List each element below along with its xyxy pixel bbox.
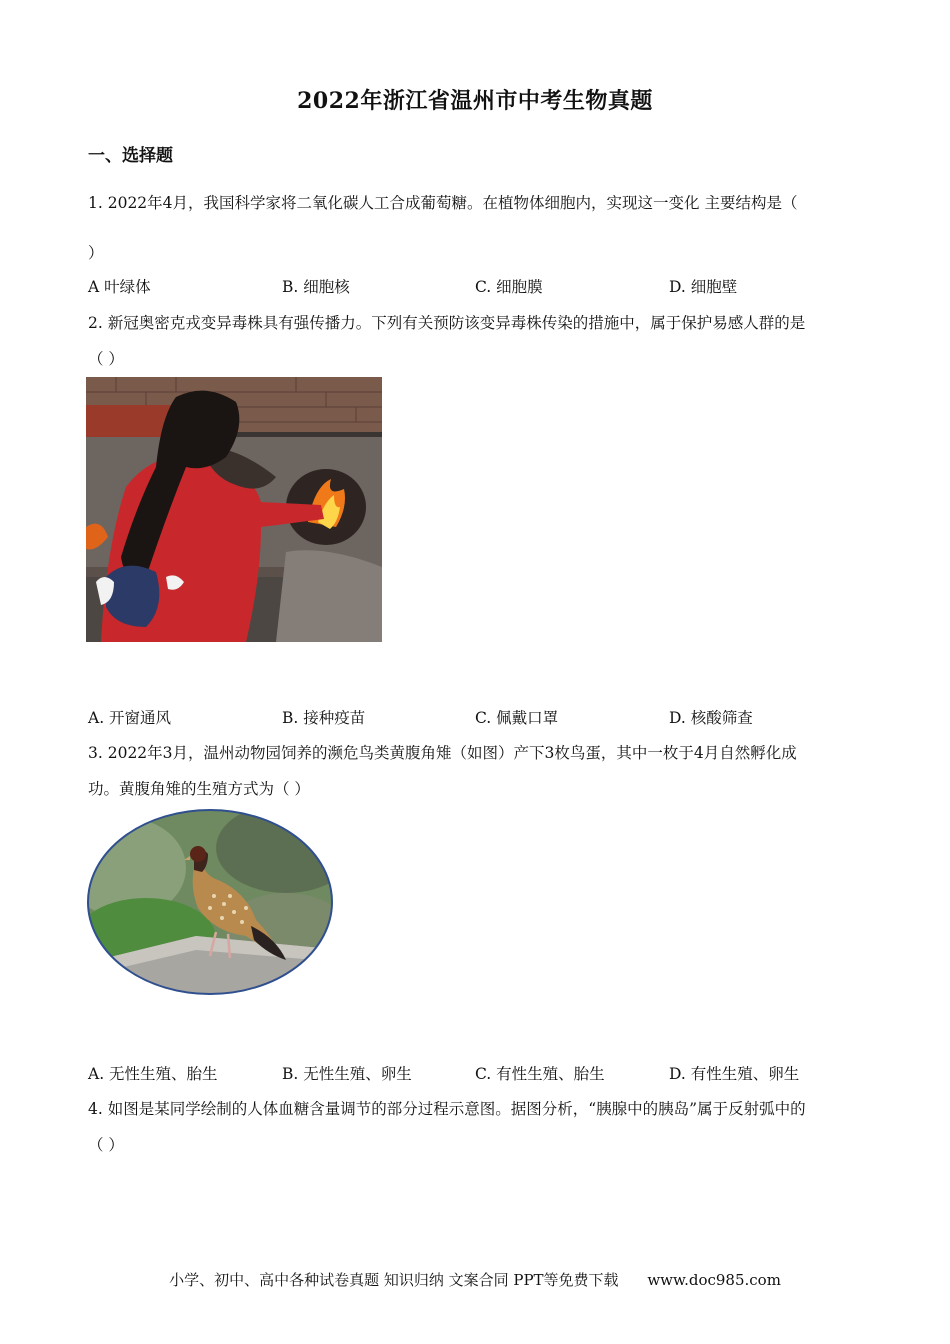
question-1-option-d: D. 细胞壁 (669, 278, 738, 296)
question-1-text: 1. 2022年4月，我国科学家将二氧化碳人工合成葡萄糖。在植物体细胞内，实现这一变化 主要结构是（ (88, 194, 798, 212)
pheasant-photo (86, 808, 334, 996)
question-1-option-c: C. 细胞膜 (475, 278, 543, 296)
question-3-text: 3. 2022年3月，温州动物园饲养的濒危鸟类黄腹角雉（如图）产下3枚鸟蛋，其中一枚于4月自然孵化成 (88, 744, 797, 762)
question-2-option-d: D. 核酸筛查 (669, 709, 753, 727)
question-2-text: 2. 新冠奥密克戎变异毒株具有强传播力。下列有关预防该变异毒株传染的措施中，属于保护易感人群的是 (88, 314, 806, 332)
question-1-text-cont: ） (88, 244, 104, 262)
document-title: 2022年浙江省温州市中考生物真题 (297, 88, 653, 114)
question-4-text-cont: （ ） (88, 1136, 124, 1154)
question-2-text-cont: （ ） (88, 350, 124, 368)
question-2-option-b: B. 接种疫苗 (282, 709, 366, 727)
page-footer (0, 1269, 950, 1290)
question-1-option-b: B. 细胞核 (282, 278, 350, 296)
footer-text: 小学、初中、高中各种试卷真题 知识归纳 文案合同 PPT等免费下载 (169, 1271, 619, 1289)
question-3-option-a: A. 无性生殖、胎生 (88, 1065, 218, 1083)
question-1-option-a: A 叶绿体 (88, 278, 151, 296)
question-2-option-a: A. 开窗通风 (88, 709, 172, 727)
footer-site-link[interactable]: www.doc985.com (647, 1271, 781, 1289)
question-4-text: 4. 如图是某同学绘制的人体血糖含量调节的部分过程示意图。据图分析，“胰腺中的胰岛”属于反射弧中的 (88, 1100, 806, 1118)
girl-warming-hands-photo (86, 377, 382, 642)
question-2-option-c: C. 佩戴口罩 (475, 709, 559, 727)
question-3-option-b: B. 无性生殖、卵生 (282, 1065, 412, 1083)
question-3-text-cont: 功。黄腹角雉的生殖方式为（ ） (88, 780, 310, 798)
section-heading: 一、选择题 (88, 146, 173, 166)
question-3-option-d: D. 有性生殖、卵生 (669, 1065, 800, 1083)
question-3-option-c: C. 有性生殖、胎生 (475, 1065, 605, 1083)
